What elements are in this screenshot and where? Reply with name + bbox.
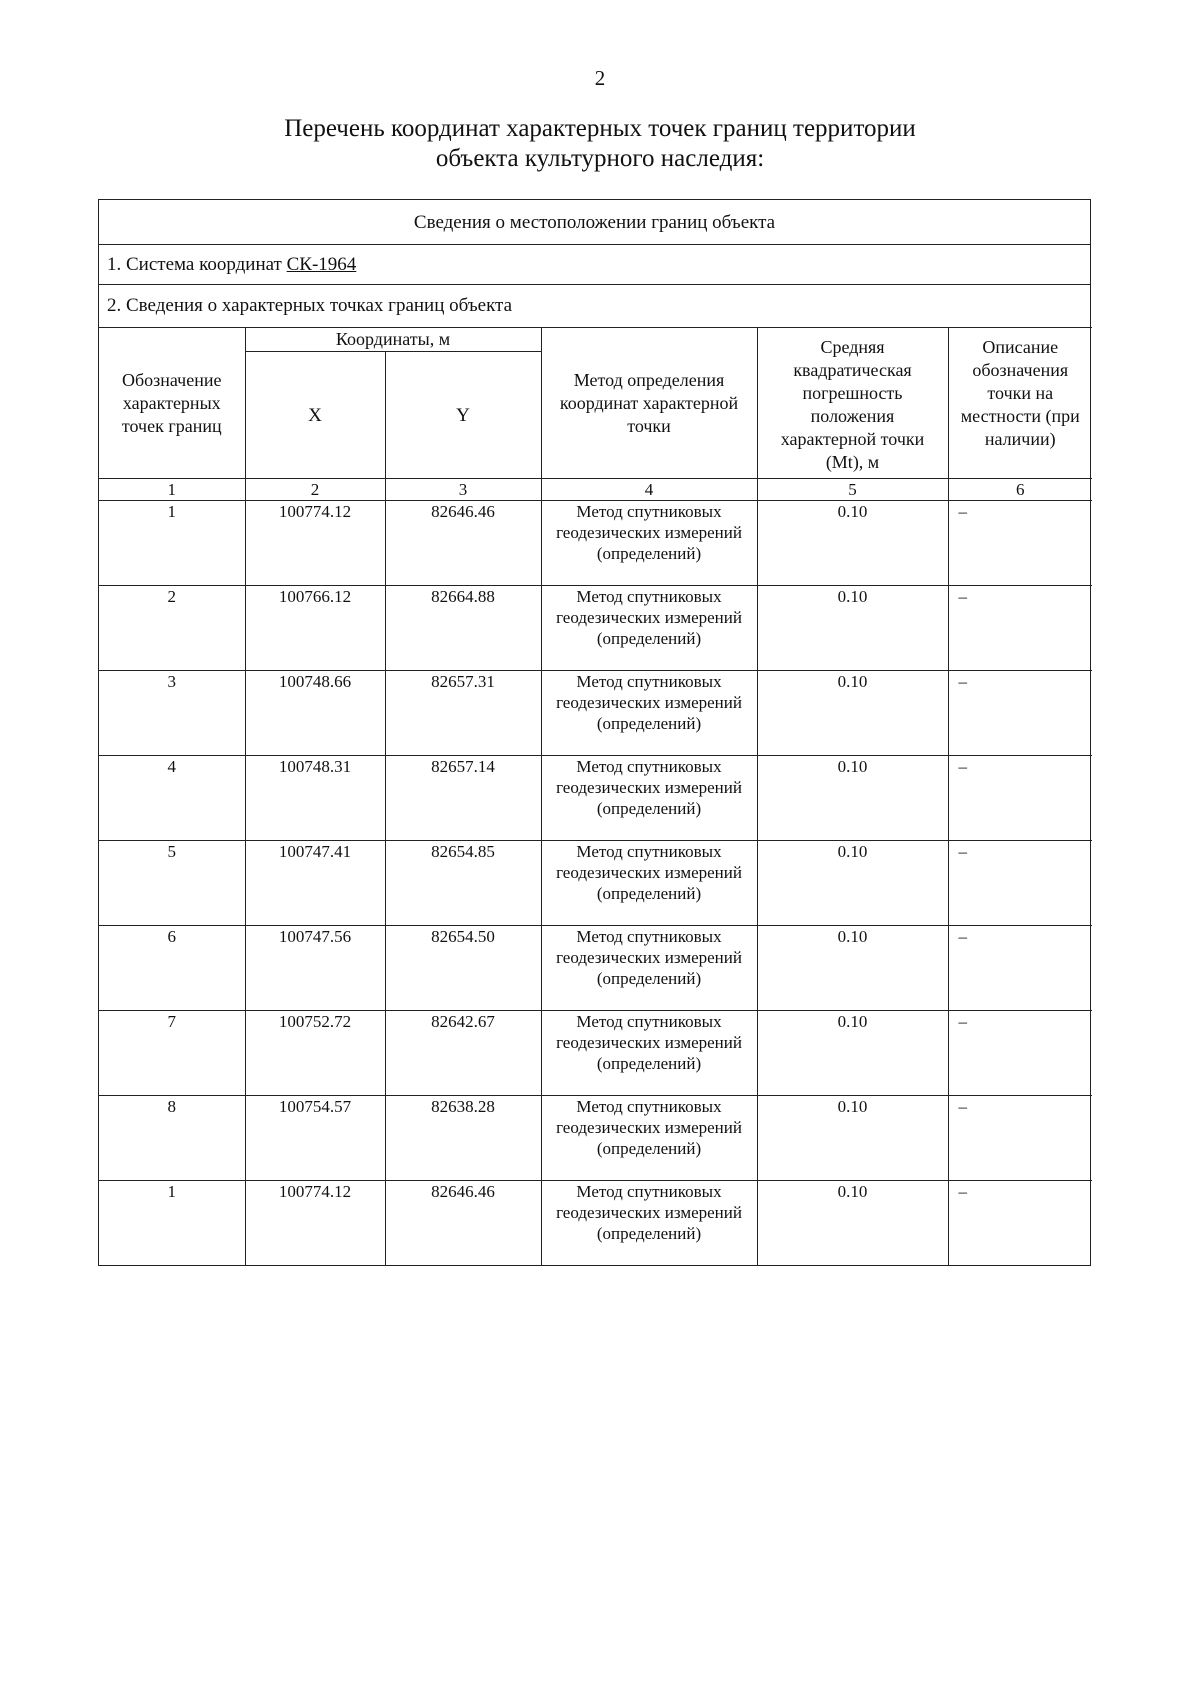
header-error: Средняя квадратическая погрешность положения характерной точки (Mt), м — [757, 328, 948, 479]
cell-method: Метод спутниковых геодезических измерений (определений) — [541, 756, 757, 841]
column-number: 6 — [948, 479, 1092, 501]
cell-method: Метод спутниковых геодезических измерений (определений) — [541, 1011, 757, 1096]
page-number: 2 — [594, 66, 606, 90]
cell-point: 3 — [99, 671, 245, 756]
column-number: 3 — [385, 479, 541, 501]
section-heading: Сведения о местоположении границ объекта — [99, 200, 1090, 245]
cell-y: 82646.46 — [385, 1181, 541, 1266]
header-y: Y — [385, 352, 541, 479]
document-title — [0, 114, 1200, 174]
cell-y: 82642.67 — [385, 1011, 541, 1096]
column-numbers-row — [99, 479, 1092, 501]
cell-y: 82638.28 — [385, 1096, 541, 1181]
cell-y: 82654.50 — [385, 926, 541, 1011]
cell-point: 7 — [99, 1011, 245, 1096]
cell-error: 0.10 — [757, 756, 948, 841]
cell-error: 0.10 — [757, 671, 948, 756]
cell-method: Метод спутниковых геодезических измерений (определений) — [541, 1096, 757, 1181]
cell-x: 100748.66 — [245, 671, 385, 756]
document-title-line-1: Перечень координат характерных точек границ территории — [284, 115, 916, 142]
cell-error: 0.10 — [757, 1011, 948, 1096]
column-number: 2 — [245, 479, 385, 501]
cell-y: 82657.31 — [385, 671, 541, 756]
cell-point: 4 — [99, 756, 245, 841]
cell-x: 100774.12 — [245, 1181, 385, 1266]
table-row — [99, 1181, 1092, 1266]
cell-description: – — [948, 586, 1092, 671]
cell-description: – — [948, 841, 1092, 926]
header-coordinates-group: Координаты, м — [245, 328, 541, 352]
cell-point: 2 — [99, 586, 245, 671]
table-row — [99, 841, 1092, 926]
cell-point: 1 — [99, 1181, 245, 1266]
boundary-info-table — [98, 199, 1091, 1266]
coordinates-table — [99, 327, 1092, 1265]
cell-error: 0.10 — [757, 926, 948, 1011]
cell-error: 0.10 — [757, 841, 948, 926]
column-number: 1 — [99, 479, 245, 501]
table-row — [99, 926, 1092, 1011]
cell-error: 0.10 — [757, 1181, 948, 1266]
cell-error: 0.10 — [757, 1096, 948, 1181]
cell-x: 100754.57 — [245, 1096, 385, 1181]
table-row — [99, 1096, 1092, 1181]
coordinate-system-value: СК-1964 — [286, 254, 357, 275]
cell-x: 100747.56 — [245, 926, 385, 1011]
table-row — [99, 586, 1092, 671]
cell-x: 100774.12 — [245, 501, 385, 586]
header-point: Обозначение характерных точек границ — [99, 328, 245, 479]
cell-y: 82646.46 — [385, 501, 541, 586]
cell-method: Метод спутниковых геодезических измерений (определений) — [541, 841, 757, 926]
cell-x: 100752.72 — [245, 1011, 385, 1096]
header-method: Метод определения координат характерной точки — [541, 328, 757, 479]
cell-x: 100747.41 — [245, 841, 385, 926]
table-row — [99, 501, 1092, 586]
cell-point: 5 — [99, 841, 245, 926]
header-description: Описание обозначения точки на местности (при наличии) — [948, 328, 1092, 479]
cell-x: 100748.31 — [245, 756, 385, 841]
cell-method: Метод спутниковых геодезических измерений (определений) — [541, 671, 757, 756]
cell-description: – — [948, 926, 1092, 1011]
column-number: 5 — [757, 479, 948, 501]
cell-method: Метод спутниковых геодезических измерений (определений) — [541, 926, 757, 1011]
column-number: 4 — [541, 479, 757, 501]
points-section-heading: 2. Сведения о характерных точках границ объекта — [107, 295, 513, 316]
table-row — [99, 1011, 1092, 1096]
cell-description: – — [948, 1011, 1092, 1096]
cell-error: 0.10 — [757, 501, 948, 586]
cell-y: 82664.88 — [385, 586, 541, 671]
cell-description: – — [948, 671, 1092, 756]
cell-y: 82657.14 — [385, 756, 541, 841]
header-row-1 — [99, 328, 1092, 352]
table-row — [99, 671, 1092, 756]
coordinate-system-row — [99, 245, 1090, 285]
cell-error: 0.10 — [757, 586, 948, 671]
cell-description: – — [948, 1096, 1092, 1181]
cell-method: Метод спутниковых геодезических измерений (определений) — [541, 1181, 757, 1266]
cell-point: 8 — [99, 1096, 245, 1181]
cell-x: 100766.12 — [245, 586, 385, 671]
cell-description: – — [948, 1181, 1092, 1266]
cell-description: – — [948, 756, 1092, 841]
document-title-line-2: объекта культурного наследия: — [435, 145, 765, 172]
cell-method: Метод спутниковых геодезических измерений (определений) — [541, 501, 757, 586]
coordinate-system-label: 1. Система координат — [107, 254, 287, 275]
cell-description: – — [948, 501, 1092, 586]
header-x: X — [245, 352, 385, 479]
table-row — [99, 756, 1092, 841]
cell-point: 1 — [99, 501, 245, 586]
cell-y: 82654.85 — [385, 841, 541, 926]
cell-method: Метод спутниковых геодезических измерений (определений) — [541, 586, 757, 671]
cell-point: 6 — [99, 926, 245, 1011]
